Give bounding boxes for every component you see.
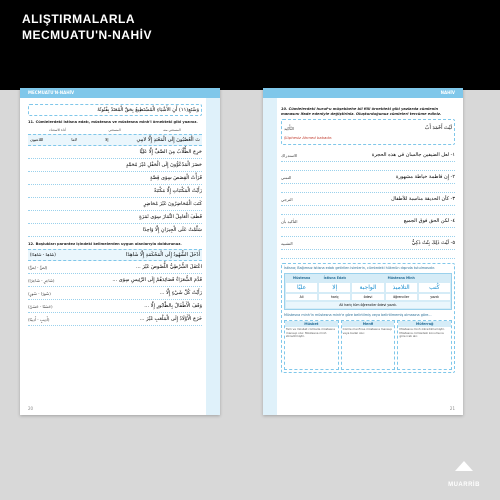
info-box	[281, 263, 455, 373]
q12-line	[28, 300, 202, 313]
grid-tr: öğrenciler	[385, 293, 418, 301]
rule-head: Müferrağ	[398, 321, 451, 327]
q11-example-sentence: تَ الْعُصْيُونَ إِلَى الْمَعْبَدِ إِلَّا لامِي	[136, 136, 200, 143]
translation-blank[interactable]	[281, 228, 455, 237]
q12-choice: (حَسَنًا - حَسَنٌ)	[28, 303, 53, 309]
q12-sentence: اعْتَقَلَ الشُّرْطِيُّ اللُّصُوصَ غَيْرَ ...	[135, 264, 202, 271]
left-page	[20, 88, 220, 415]
q11-line	[28, 146, 202, 159]
q11-example-answer: لاما	[71, 136, 78, 142]
info-text: İstisna; Bağımsız istisna edatı getirilen isimlerin, cümledeki hükmün dışında tutulmasıdır.	[284, 266, 436, 271]
brand-name: MUARRİB	[448, 482, 480, 488]
right-sidebar	[263, 98, 277, 415]
right-page-number: 21	[449, 406, 455, 411]
right-content	[281, 104, 455, 403]
translation-blank[interactable]	[281, 162, 455, 171]
rule-column	[397, 320, 452, 370]
q12-choice: (سُورًا - سُورٍ)	[28, 290, 51, 296]
rule-body: Müstesna minh zikredilmemiştir. Müstesna cümledeki konumuna göre irab alır.	[399, 327, 445, 339]
q11-sentence: رَأَيْتُ الْمَكْتَبَاتِ إِلَّا مَكْتَبَةً	[153, 187, 202, 194]
q12-choice: (لِصٍّ - لِصٌّ)	[28, 264, 48, 270]
q12-choice: (شَاعِرٍ - شَاعِرًا)	[28, 277, 55, 283]
q11-option: أداة الاستثناء	[49, 127, 66, 132]
grid-sentence: Ali hariç tüm öğrenciler ödevi yazdı.	[285, 301, 451, 309]
q10-line	[281, 171, 455, 184]
grid-arabic: التلاميذ	[385, 282, 418, 293]
q10-example	[281, 119, 455, 145]
q12-lines	[28, 261, 202, 326]
q11-sentence: سَلَّمْتُ عَلَى الْجِيرَانِ إِلَّا وَاحِدًا	[142, 226, 202, 233]
q10-sentence: ١- لعل الضيفين جالسان في هذه الحجرة	[371, 152, 455, 159]
q11-sentence: كَتَبَ الْمُحَاضِرُونَ غَيْرَ مُحَاضِرٍ	[143, 200, 202, 207]
q12-sentence: قَدَّمَ الشُّعَرَاءُ قَصَائِدَهُمْ إِلَى الرَّئِيسِ سِوَى ...	[112, 277, 202, 284]
q10-example-sentence: لَيْتَ أَحْمَدَ أَبٌ	[424, 125, 452, 132]
q10-sentence: ٣- كأن الحديقة مناسبة للأطفال	[391, 196, 455, 203]
header-title-line2: MECMUATU'N-NAHİV	[22, 28, 152, 42]
q12-sentence: وَقَفَ الْأَطْفَالُ بِالطَّابُورِ إِلَّا ...	[144, 303, 202, 310]
q11-sentence: حَضَرَ الْمَدْعُوُّونَ إِلَى الْحَفْلِ غَيْرَ مُحَمَّدٍ	[125, 161, 202, 168]
q12-example-sentence: أَدْخَلَ الشُّهُودُ إِلَى الْمَحْكَمَةِ إِلَّا شَاهِدًا	[126, 252, 200, 259]
q10-example-label: التَّأْكِيد	[284, 125, 294, 131]
rule-body: Cümle menfi ise müstesna mansup veya bedel olur.	[342, 327, 393, 335]
translation-blank[interactable]	[281, 206, 455, 215]
q11-line	[28, 224, 202, 237]
q11-lines	[28, 146, 202, 237]
q12-line	[28, 287, 202, 300]
header-title-line1: ALIŞTIRMALARLA	[22, 12, 135, 26]
q11-line	[28, 185, 202, 198]
q10-line	[281, 149, 455, 162]
q10-sentence: ٤- لكن الحق فوق الجميع	[403, 218, 455, 225]
left-content	[28, 104, 202, 403]
right-page	[263, 88, 463, 415]
grid-tr: hariç	[318, 293, 351, 301]
top-example-box: وَسْتَعِ(١١) أَنِ الأَشْيَاءِ الْمُسْتَطِيعُ بِحَقِّ الْمُعَتَدْ بِفُنُونُهُ	[28, 104, 202, 116]
q11-sentence: قَرَأْتُ الْقِصَصَ سِوَى قِصَّةٍ	[149, 174, 202, 181]
q12-example-choice: (شَاهِدٌ - شَاهِدًا)	[30, 252, 56, 258]
q10-line	[281, 237, 455, 250]
q11-example	[28, 134, 202, 146]
grid-tr: yazdı	[418, 293, 451, 301]
rule-body: Tam ve müsbet cümlede müstesna mansup olur. Müstesna minh zikredilmiştir.	[286, 327, 335, 339]
app-header	[0, 0, 500, 90]
q12-sentence: خَرَجَ الْأَوْلَادُ إِلَى الْمَلْعَبِ غَيْرَ ...	[139, 316, 202, 323]
q12-choice: (أَدِيبٍ - أَدِيبًا)	[28, 316, 50, 322]
q10-label: التأكيد بأن	[281, 218, 298, 224]
rule-head: Müsbet	[285, 321, 338, 327]
q12-example	[28, 249, 202, 261]
q11-line	[28, 211, 202, 224]
q10-title: 10. Cümlelerdeki huruf-u müşebbehe bil fiili örnekteki gibi yazlarda cümlenin manasını ifade edeniyle değiştiriniz. Oluşturduğunuz cümleleri tercüme ediniz.	[281, 107, 442, 116]
q10-sentence: ٥- لَيْتَ ذَلِكَ بِنْتُ ذَكِيٌّ	[411, 240, 455, 247]
grid-arabic: عليًا	[285, 282, 318, 293]
q12-line	[28, 261, 202, 274]
q11-option: المستثني منه	[163, 127, 181, 132]
q12-line	[28, 274, 202, 287]
grid-tr: ödevi	[351, 293, 384, 301]
translation-blank[interactable]	[281, 184, 455, 193]
left-page-number: 20	[28, 406, 34, 411]
rule-head: Menfi	[342, 321, 395, 327]
q11-sentence: حَرِجَ الطُّلَّابُ مِنَ الصَّفِّ إِلَّا عَلِيًّا	[139, 148, 202, 155]
rule-column	[341, 320, 396, 370]
q12-sentence: رَأَيْتُ كُلَّ شَيْءٍ إِلَّا ...	[159, 290, 202, 297]
q10-label: التشبيه	[281, 240, 293, 246]
grid-header: İstisna Edatı	[318, 274, 351, 282]
q11-title: 11. Cümlelerdeki istisna edatı, müstesna ve müstesna minh'i örnekteki gibi yazınız.	[28, 120, 198, 124]
teal-note: Müstesna minh'in müstesna minh'e göre belirtilmiş veya belirtilmemiş olmasına göre...	[284, 312, 432, 317]
left-ribbon: MECMUATU'N-NAHİV	[20, 88, 220, 98]
translation-blank[interactable]	[281, 250, 455, 259]
grid-header: Müstesna Minh	[351, 274, 451, 282]
q11-example-answer: إلا	[105, 136, 109, 142]
brand-mark-icon	[455, 461, 473, 471]
rule-columns	[284, 320, 452, 370]
brand-logo	[446, 461, 482, 490]
q11-line	[28, 172, 202, 185]
grid-arabic: إلا	[318, 282, 351, 293]
q10-label: الترجي	[281, 196, 293, 202]
grid-tr: Ali	[285, 293, 318, 301]
q10-lines	[281, 149, 455, 259]
q10-label: الاستدراك	[281, 152, 298, 158]
q10-label: التمني	[281, 174, 292, 180]
q11-line	[28, 198, 202, 211]
q10-line	[281, 193, 455, 206]
q11-example-answer: اللاعبون	[30, 136, 44, 142]
q10-line	[281, 215, 455, 228]
left-sidebar	[206, 98, 220, 415]
q12-title: 12. Boşlukları parantez içindeki kelimelerden uygun olanlarıyla doldurunuz.	[28, 241, 182, 246]
q11-option: المستثني	[108, 127, 121, 132]
grid-header: Müstesna	[285, 274, 318, 282]
grid-arabic: الواجبة	[351, 282, 384, 293]
q11-options	[28, 128, 202, 132]
rule-column	[284, 320, 339, 370]
q11-sentence: قَطَفَ الْعَامِلُ الثِّمَارَ سِوَى ثَمَرَةٍ	[139, 213, 202, 220]
info-grid	[284, 273, 452, 310]
grid-arabic: كُتب	[418, 282, 451, 293]
q11-line	[28, 159, 202, 172]
q10-example-translation: Şüphesiz Ahmed babadır.	[284, 135, 333, 141]
right-ribbon: NAHİV	[263, 88, 463, 98]
q12-line	[28, 313, 202, 326]
q10-sentence: ٢- إِن فاطمة خياطة مشهورة	[395, 174, 455, 181]
